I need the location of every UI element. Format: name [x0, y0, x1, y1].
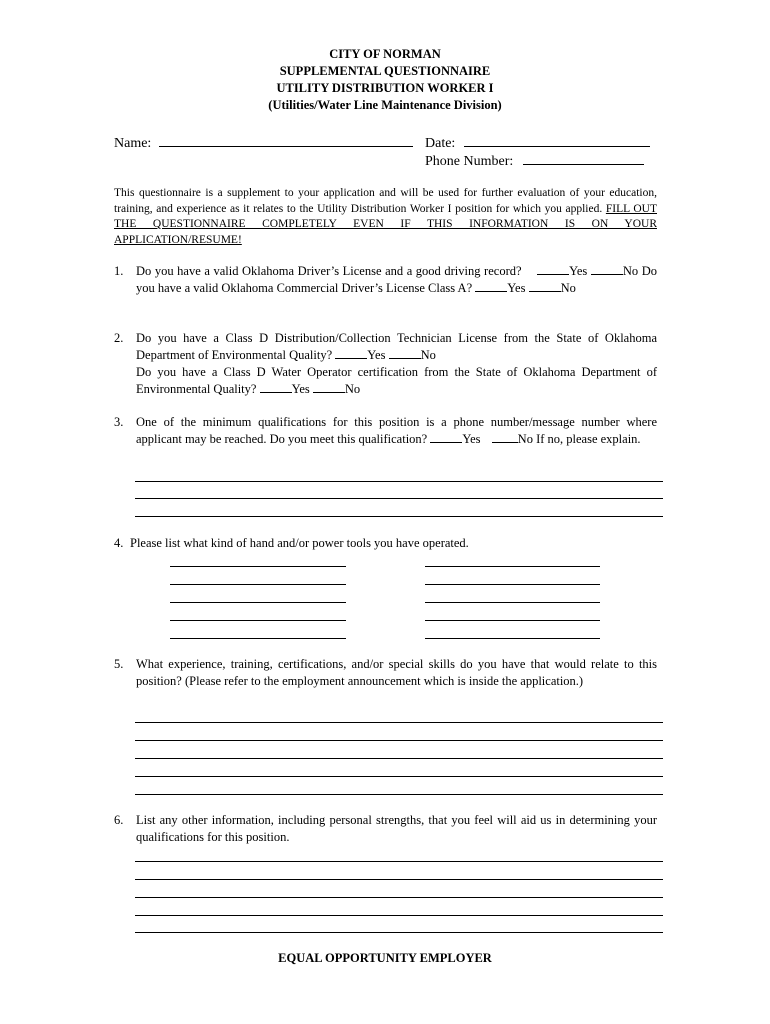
- q5-answer-line-4[interactable]: [135, 776, 663, 777]
- name-label: Name:: [114, 136, 152, 151]
- header-city: CITY OF NORMAN: [329, 47, 441, 61]
- question-3-number: 3.: [114, 415, 124, 429]
- q6-answer-line-2[interactable]: [135, 879, 663, 880]
- q1a-yes-label: Yes: [569, 264, 588, 278]
- q5-answer-line-1[interactable]: [135, 722, 663, 723]
- q4-tool-line-left-2[interactable]: [170, 584, 346, 585]
- q6-answer-line-5[interactable]: [135, 932, 663, 933]
- q3-answer-line-3[interactable]: [135, 516, 663, 517]
- intro-emphasis: FILL OUT THE QUESTIONNAIRE COMPLETELY EVEN IF THIS INFORMATION IS ON YOUR APPLICATION/RESUME!: [114, 202, 657, 246]
- q1b-yes-blank[interactable]: [475, 280, 507, 292]
- question-4: [114, 535, 657, 552]
- intro-text: This questionnaire is a supplement to your application and will be used for further evaluation of your education, training, and experience as it relates to the Utility Distribution Worker I position for which you applied.: [114, 187, 657, 215]
- q4-tool-line-right-1[interactable]: [425, 566, 600, 567]
- q5-answer-line-3[interactable]: [135, 758, 663, 759]
- q4-tool-line-right-2[interactable]: [425, 584, 600, 585]
- phone-field[interactable]: [523, 152, 644, 165]
- header-position: UTILITY DISTRIBUTION WORKER I: [276, 81, 494, 95]
- question-5-number: 5.: [114, 657, 124, 671]
- q1a-no-label: No: [622, 264, 639, 278]
- q3-no-label: No If no, please explain.: [517, 432, 641, 446]
- q2b-no-blank[interactable]: [313, 381, 345, 393]
- q2b-yes-label: Yes: [291, 382, 310, 396]
- q4-tool-line-left-5[interactable]: [170, 638, 346, 639]
- question-6-number: 6.: [114, 813, 124, 827]
- question-1-text-a: Do you have a valid Oklahoma Driver’s License and a good driving record?: [136, 264, 522, 278]
- q5-answer-line-2[interactable]: [135, 740, 663, 741]
- q1b-yes-label: Yes: [507, 281, 526, 295]
- q3-answer-line-1[interactable]: [135, 481, 663, 482]
- date-label: Date:: [425, 136, 456, 151]
- q1b-no-label: No: [560, 281, 576, 295]
- q6-answer-line-4[interactable]: [135, 915, 663, 916]
- question-6: [114, 812, 657, 846]
- q1a-no-blank[interactable]: [591, 263, 623, 275]
- intro-paragraph: [114, 186, 657, 248]
- question-2: [114, 330, 657, 398]
- q6-answer-line-3[interactable]: [135, 897, 663, 898]
- question-1-text-b: Do you have a valid Oklahoma Commercial Driver’s License Class A?: [136, 264, 658, 295]
- q2b-no-label: No: [344, 382, 361, 396]
- question-4-number: 4.: [114, 536, 124, 550]
- footer-eoe: EQUAL OPPORTUNITY EMPLOYER: [278, 951, 492, 965]
- q4-tool-line-left-3[interactable]: [170, 602, 346, 603]
- q2a-no-blank[interactable]: [389, 347, 421, 359]
- header-form-type: SUPPLEMENTAL QUESTIONNAIRE: [279, 64, 491, 78]
- q4-tool-line-right-3[interactable]: [425, 602, 600, 603]
- question-6-text: List any other information, including personal strengths, that you feel will aid us in determining your qualifications for this position.: [136, 813, 657, 844]
- q2a-yes-label: Yes: [367, 348, 386, 362]
- question-2-number: 2.: [114, 331, 124, 345]
- question-5: [114, 656, 657, 690]
- q1a-yes-blank[interactable]: [537, 263, 569, 275]
- question-3-text: One of the minimum qualifications for this position is a phone number/message number where applicant may be reached. Do you meet this qualification?: [136, 415, 657, 446]
- question-5-text: What experience, training, certifications, and/or special skills do you have that would relate to this position? (Please refer to the employment announcement which is inside the application.): [136, 657, 657, 688]
- document-header: [0, 46, 770, 114]
- date-row: [425, 134, 650, 153]
- q5-answer-line-5[interactable]: [135, 794, 663, 795]
- q3-answer-line-2[interactable]: [135, 498, 663, 499]
- question-2-text-b: Do you have a Class D Water Operator certification from the State of Oklahoma Department of Environmental Quality?: [136, 365, 657, 396]
- q6-answer-line-1[interactable]: [135, 861, 663, 862]
- q3-no-blank[interactable]: [492, 431, 518, 443]
- q3-yes-blank[interactable]: [430, 431, 462, 443]
- q2a-yes-blank[interactable]: [335, 347, 367, 359]
- q1b-no-blank[interactable]: [529, 280, 561, 292]
- name-row: [114, 134, 413, 153]
- phone-label: Phone Number:: [425, 154, 514, 169]
- q4-tool-line-right-4[interactable]: [425, 620, 600, 621]
- q4-tool-line-left-1[interactable]: [170, 566, 346, 567]
- date-field[interactable]: [464, 134, 650, 147]
- name-field[interactable]: [159, 134, 413, 147]
- q4-tool-line-left-4[interactable]: [170, 620, 346, 621]
- q2a-no-label: No: [420, 348, 436, 362]
- question-1: [114, 263, 657, 297]
- q2b-yes-blank[interactable]: [260, 381, 292, 393]
- question-1-number: 1.: [114, 264, 124, 278]
- q4-tool-line-right-5[interactable]: [425, 638, 600, 639]
- header-division: (Utilities/Water Line Maintenance Division): [268, 98, 502, 112]
- question-3: [114, 414, 657, 448]
- question-4-text: Please list what kind of hand and/or power tools you have operated.: [130, 536, 469, 550]
- q3-yes-label: Yes: [462, 432, 481, 446]
- phone-row: [425, 152, 644, 171]
- question-2-text-a: Do you have a Class D Distribution/Collection Technician License from the State of Oklahoma Department of Environmental Quality?: [136, 331, 657, 362]
